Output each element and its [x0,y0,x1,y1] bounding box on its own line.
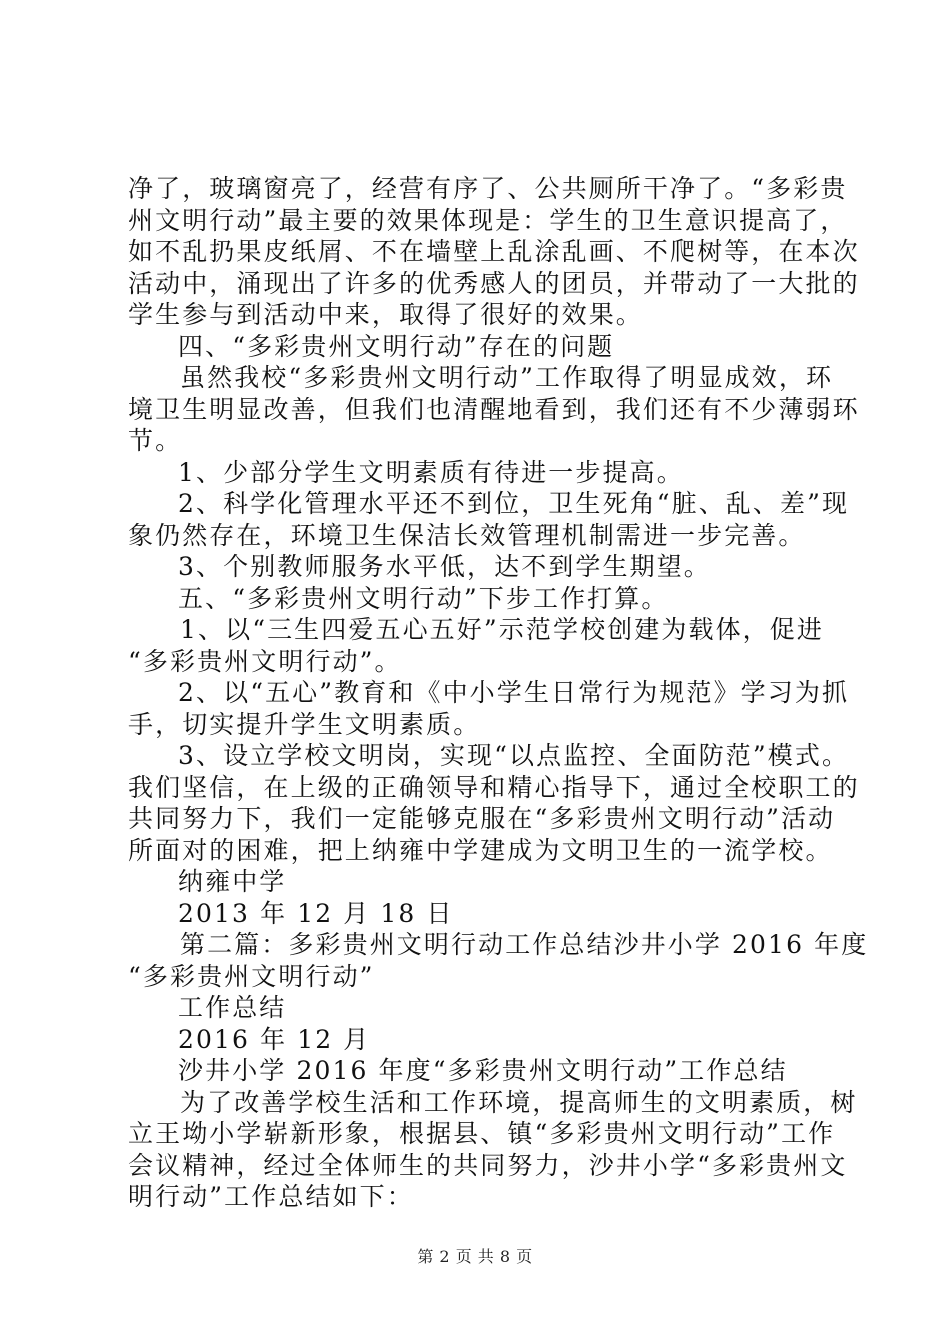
text-line: 2013 年 12 月 18 日 [178,898,454,928]
text-line: 会议精神，经过全体师生的共同努力，沙井小学“多彩贵州文 [128,1150,848,1180]
text-line: 象仍然存在，环境卫生保洁长效管理机制需进一步完善。 [128,520,806,550]
text-line: 2、科学化管理水平还不到位，卫生死角“脏、乱、差”现 [178,489,850,518]
text-line: 共同努力下，我们一定能够克服在“多彩贵州文明行动”活动 [128,804,836,833]
text-line: 立王坳小学崭新形象，根据县、镇“多彩贵州文明行动”工作 [128,1119,836,1148]
text-line: 沙井小学 2016 年度“多彩贵州文明行动”工作总结 [178,1056,788,1085]
text-line: 为了改善学校生活和工作环境，提高师生的文明素质，树 [180,1087,858,1117]
text-line: 工作总结 [178,993,287,1022]
document-body [128,173,869,1213]
text-line: 1、少部分学生文明素质有待进一步提高。 [178,457,684,487]
text-line: 1、以“三生四爱五心五好”示范学校创建为载体，促进 [180,615,824,644]
text-line: 3、个别教师服务水平低，达不到学生期望。 [178,552,711,581]
text-line: 节。 [128,426,183,455]
text-line: 境卫生明显改善，但我们也清醒地看到，我们还有不少薄弱环 [128,394,860,424]
text-line: “多彩贵州文明行动” [128,961,375,991]
text-line: 明行动”工作总结如下： [128,1182,414,1211]
text-line: 州文明行动”最主要的效果体现是：学生的卫生意识提高了， [128,205,848,235]
text-line: 第二篇：多彩贵州文明行动工作总结沙井小学 2016 年度 [180,930,869,959]
text-line: “多彩贵州文明行动”。 [128,646,402,676]
text-line: 手，切实提升学生文明素质。 [128,709,481,739]
text-line: 虽然我校“多彩贵州文明行动”工作取得了明显成效，环 [180,363,834,392]
text-line: 四、“多彩贵州文明行动”存在的问题 [178,331,615,361]
text-line: 五、“多彩贵州文明行动”下步工作打算。 [178,583,669,613]
text-line: 2016 年 12 月 [178,1024,371,1054]
text-line: 活动中，涌现出了许多的优秀感人的团员，并带动了一大批的 [128,268,860,298]
text-line: 净了，玻璃窗亮了，经营有序了、公共厕所干净了。“多彩贵 [128,174,848,203]
text-line: 所面对的困难，把上纳雍中学建成为文明卫生的一流学校。 [128,835,833,865]
text-line: 学生参与到活动中来，取得了很好的效果。 [128,300,643,329]
page-footer: 第 2 页 共 8 页 [417,1247,533,1266]
text-line: 纳雍中学 [178,867,287,896]
text-line: 3、设立学校文明岗，实现“以点监控、全面防范”模式。 [178,741,850,770]
text-line: 2、以“五心”教育和《中小学生日常行为规范》学习为抓 [178,678,850,707]
text-line: 如不乱扔果皮纸屑、不在墙壁上乱涂乱画、不爬树等，在本次 [128,237,860,266]
text-line: 我们坚信，在上级的正确领导和精心指导下，通过全校职工的 [128,772,860,802]
